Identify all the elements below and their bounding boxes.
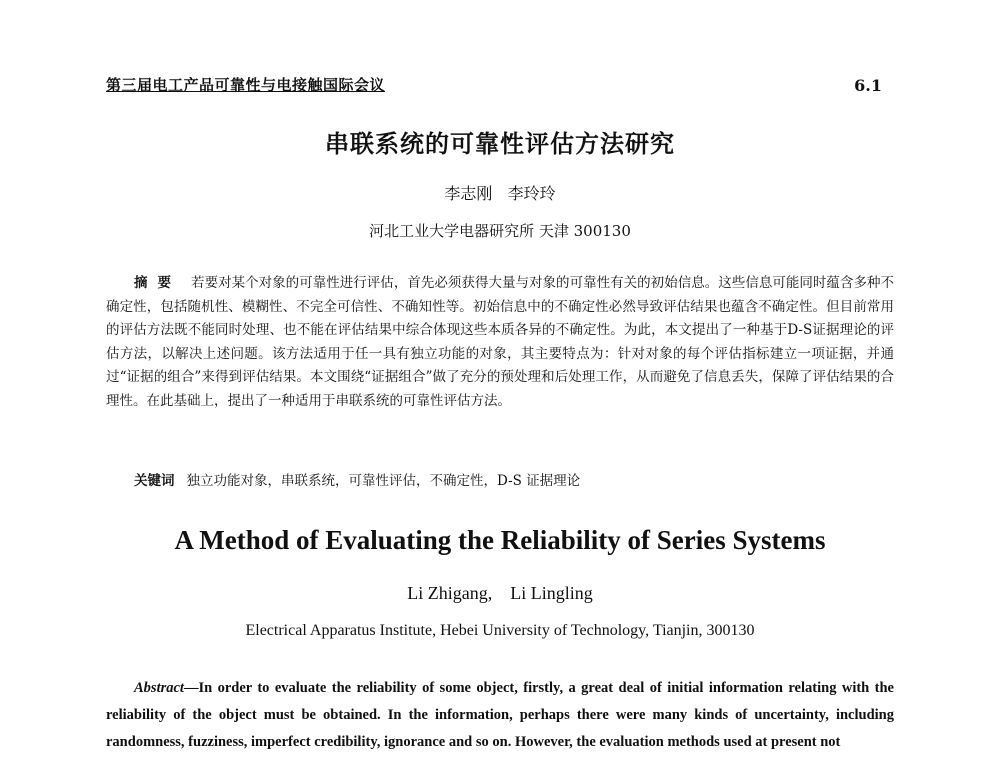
chinese-affiliation: 河北工业大学电器研究所 天津 300130 bbox=[369, 222, 631, 240]
chinese-title: 串联系统的可靠性评估方法研究 bbox=[325, 129, 675, 158]
chinese-keywords bbox=[134, 469, 580, 489]
english-title: A Method of Evaluating the Reliability of Series Systems bbox=[174, 525, 826, 555]
english-abstract-text: —In order to evaluate the reliability of some object, firstly, a great deal of initial information relating with the reliability of the object must be obtained. In the information, perhaps there were many kinds of uncertainty, including randomness, fuzziness, imperfect credibility, ignorance and so on. However, the evaluation methods used at present not bbox=[106, 680, 894, 750]
chinese-abstract-text: 若要对某个对象的可靠性进行评估，首先必须获得大量与对象的可靠性有关的初始信息。这些信息可能同时蕴含多种不确定性，包括随机性、模糊性、不完全可信性、不确知性等。初始信息中的不确定性必然导致评估结果也蕴含不确定性。但目前常用的评估方法既不能同时处理、也不能在评估结果中综合体现这些本质各异的不确定性。为此，本文提出了一种基于D-S证据理论的评估方法，以解决上述问题。该方法适用于任一具有独立功能的对象，其主要特点为：针对对象的每个评估指标建立一项证据，并通过“证据的组合”来得到评估结果。本文围绕“证据组合”做了充分的预处理和后处理工作，从而避免了信息丢失，保障了评估结果的合理性。在此基础上，提出了一种适用于串联系统的可靠性评估方法。 bbox=[106, 275, 895, 409]
english-abstract-label: Abstract bbox=[134, 680, 184, 696]
english-affiliation: Electrical Apparatus Institute, Hebei University of Technology, Tianjin, 300130 bbox=[245, 622, 755, 639]
chinese-authors: 李志刚 李玲玲 bbox=[444, 184, 556, 203]
chinese-abstract-label: 摘要 bbox=[134, 275, 182, 291]
english-authors: Li Zhigang, Li Lingling bbox=[407, 583, 593, 603]
section-number: 6.1 bbox=[854, 76, 882, 95]
chinese-keywords-text: 独立功能对象，串联系统，可靠性评估，不确定性，D-S 证据理论 bbox=[186, 473, 581, 489]
chinese-keywords-label: 关键词 bbox=[134, 473, 175, 489]
english-abstract bbox=[106, 675, 894, 756]
conference-header: 第三届电工产品可靠性与电接触国际会议 bbox=[106, 76, 386, 94]
chinese-abstract bbox=[106, 272, 894, 414]
